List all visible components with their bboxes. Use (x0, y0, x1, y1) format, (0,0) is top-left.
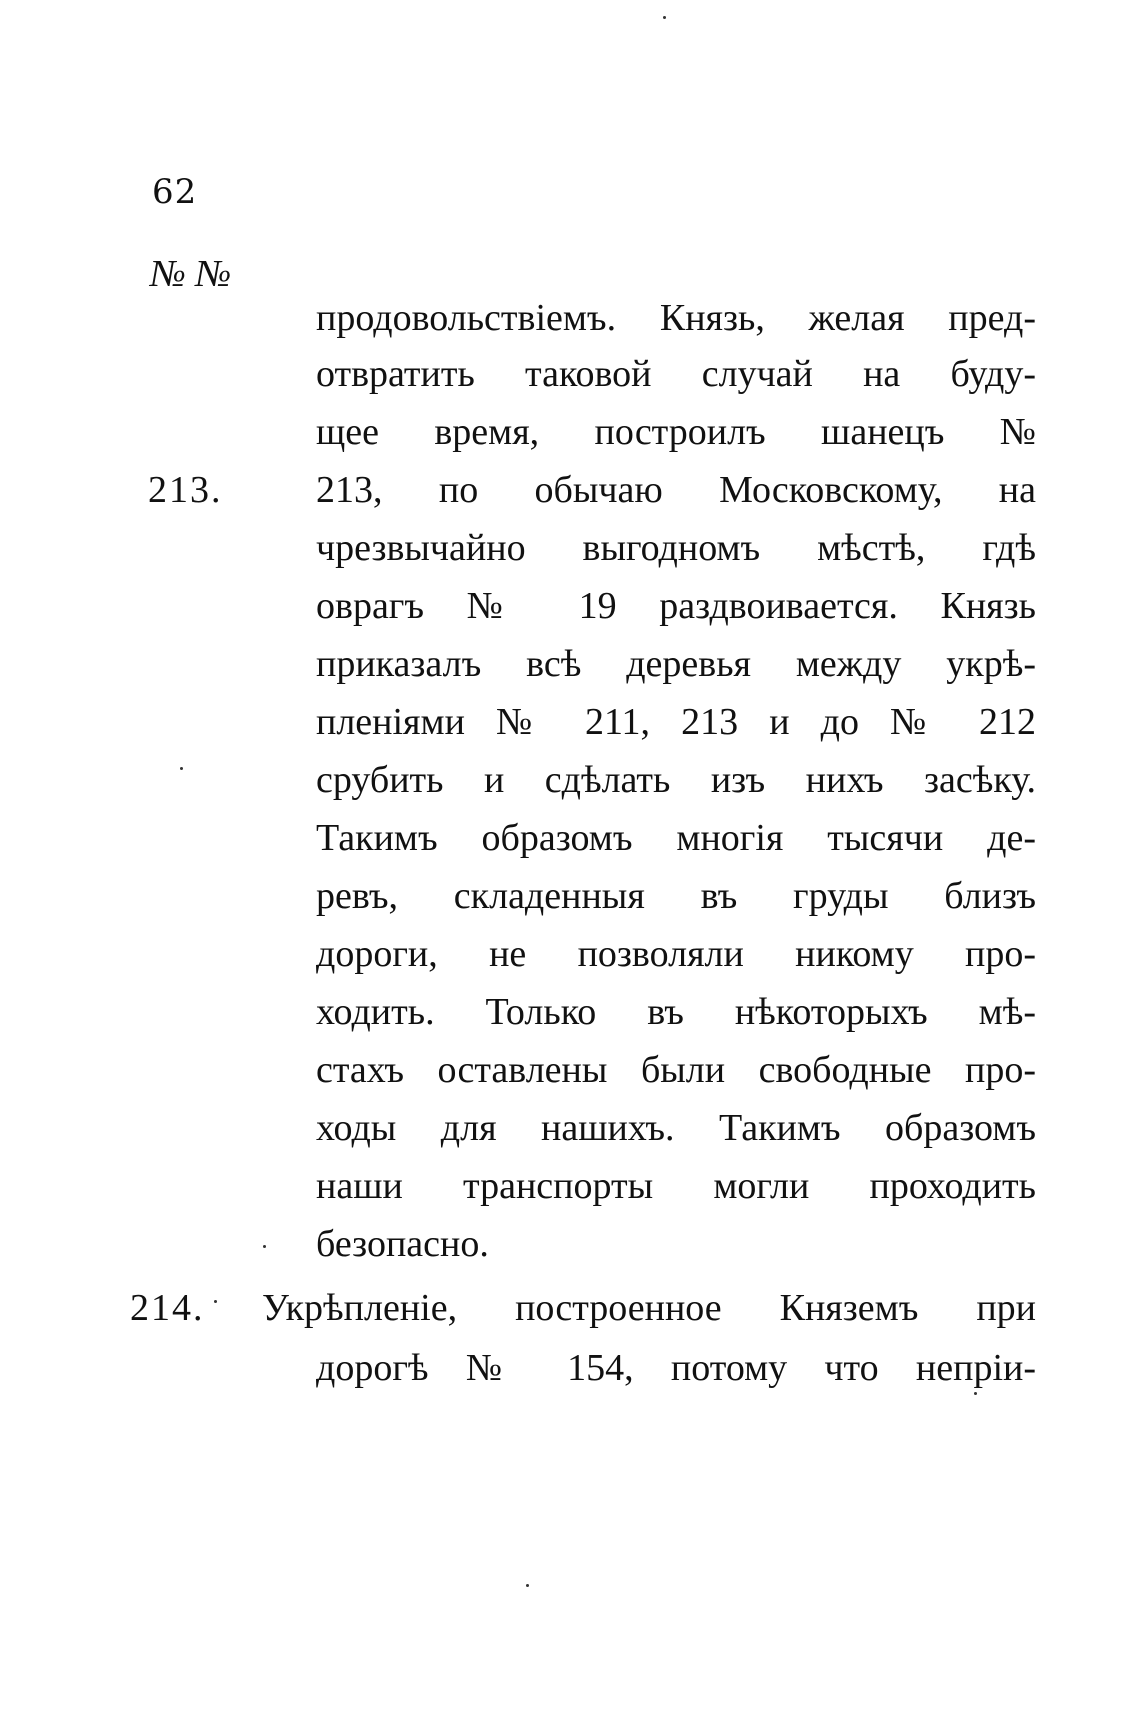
scan-speck (663, 16, 666, 19)
text-line: дорогѣ № 154, потому что непріи- (316, 1347, 1036, 1389)
text-line: пленіями № 211, 213 и до № 212 (316, 701, 1036, 743)
text-line: чрезвычайно выгодномъ мѣстѣ, гдѣ (316, 527, 1036, 569)
scan-speck (214, 1300, 217, 1303)
text-line: дороги, не позволяли никому про- (316, 933, 1036, 975)
text-line: Укрѣпленіе, построенное Княземъ при (262, 1287, 1036, 1329)
text-line: ходы для нашихъ. Такимъ образомъ (316, 1107, 1036, 1149)
scan-speck (263, 1245, 266, 1248)
text-line: наши транспорты могли проходить (316, 1165, 1036, 1207)
text-line: отвратить таковой случай на буду- (316, 353, 1036, 395)
page-number: 62 (152, 172, 198, 212)
scan-speck (526, 1584, 529, 1587)
text-line: ревъ, складенныя въ груды близъ (316, 875, 1036, 917)
text-line: оврагъ № 19 раздвоивается. Князь (316, 585, 1036, 627)
text-line: ходить. Только въ нѣкоторыхъ мѣ- (316, 991, 1036, 1033)
text-line: щее время, построилъ шанецъ № (316, 411, 1036, 453)
text-line: безопасно. (316, 1223, 489, 1265)
scan-speck (180, 767, 183, 770)
text-line: продовольствіемъ. Князь, желая пред- (316, 297, 1036, 339)
paragraph-number: 214. (130, 1287, 205, 1329)
margin-heading: № № (150, 253, 232, 295)
text-line: 213, по обычаю Московскому, на (316, 469, 1036, 511)
paragraph-number: 213. (148, 469, 223, 511)
text-line: Такимъ образомъ многія тысячи де- (316, 817, 1036, 859)
text-line: стахъ оставлены были свободные про- (316, 1049, 1036, 1091)
text-line: приказалъ всѣ деревья между укрѣ- (316, 643, 1036, 685)
scan-speck (974, 1392, 977, 1395)
text-line: срубить и сдѣлать изъ нихъ засѣку. (316, 759, 1036, 801)
